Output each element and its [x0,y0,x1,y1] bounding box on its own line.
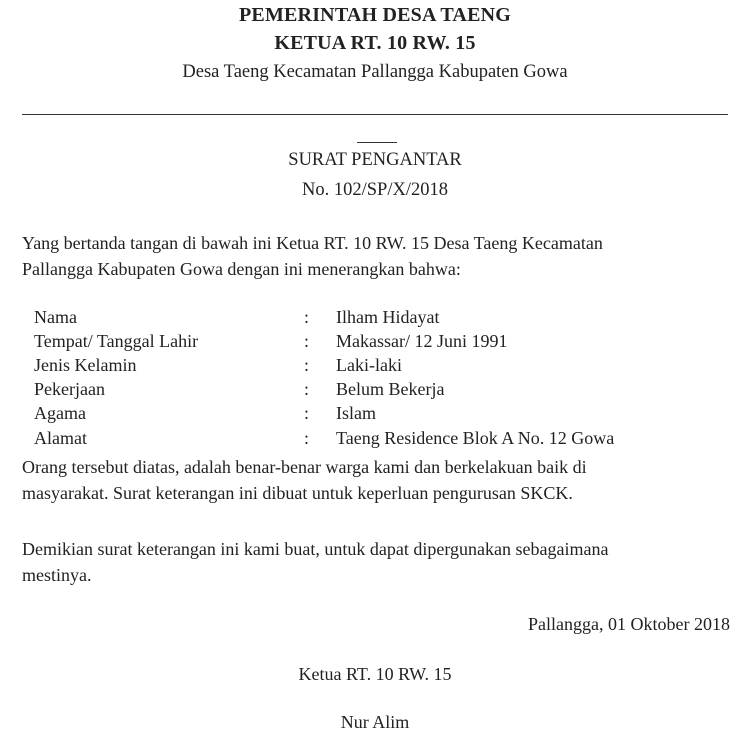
field-value: Belum Bekerja [336,379,445,399]
field-row-tempat-tanggal-lahir [34,329,734,353]
field-value: Ilham Hidayat [336,307,440,327]
field-value: Islam [336,403,376,423]
field-value: Laki-laki [336,355,402,375]
field-colon: : [304,307,310,327]
body-paragraph [22,454,734,506]
intro-paragraph [22,230,734,282]
document-number: No. 102/SP/X/2018 [302,180,448,200]
header-divider [22,114,728,115]
signatory-position: Ketua RT. 10 RW. 15 [298,664,452,684]
field-row-nama [34,305,734,329]
signatory-name: Nur Alim [340,712,410,732]
field-label: Agama [34,403,86,423]
header-government: PEMERINTAH DESA TAENG [238,4,512,26]
intro-line-2: Pallangga Kabupaten Gowa dengan ini menerangkan bahwa: [22,259,461,279]
field-value: Taeng Residence Blok A No. 12 Gowa [336,428,615,448]
closing-line-1: Demikian surat keterangan ini kami buat, untuk dapat dipergunakan sebagaimana [22,539,609,559]
field-row-alamat [34,426,734,450]
body-line-1: Orang tersebut diatas, adalah benar-benar warga kami dan berkelakuan baik di [22,457,587,477]
field-label: Alamat [34,428,87,448]
closing-paragraph [22,536,734,588]
field-label: Jenis Kelamin [34,355,137,375]
field-colon: : [304,331,310,351]
field-row-jenis-kelamin [34,353,734,377]
field-colon: : [304,355,310,375]
field-colon: : [304,379,310,399]
field-label: Nama [34,307,77,327]
field-value: Makassar/ 12 Juni 1991 [336,331,508,351]
intro-line-1: Yang bertanda tangan di bawah ini Ketua RT. 10 RW. 15 Desa Taeng Kecamatan [22,233,603,253]
header-office: KETUA RT. 10 RW. 15 [274,32,476,54]
field-colon: : [304,428,310,448]
closing-line-2: mestinya. [22,565,92,585]
title-ornament-line [357,142,397,143]
field-colon: : [304,403,310,423]
field-label: Tempat/ Tanggal Lahir [34,331,199,351]
field-row-pekerjaan [34,377,734,401]
field-label: Pekerjaan [34,379,105,399]
place-date: Pallangga, 01 Oktober 2018 [528,614,730,634]
field-row-agama [34,401,734,425]
document-title: SURAT PENGANTAR [288,150,462,170]
body-line-2: masyarakat. Surat keterangan ini dibuat untuk keperluan pengurusan SKCK. [22,483,573,503]
header-address: Desa Taeng Kecamatan Pallangga Kabupaten Gowa [182,62,568,82]
